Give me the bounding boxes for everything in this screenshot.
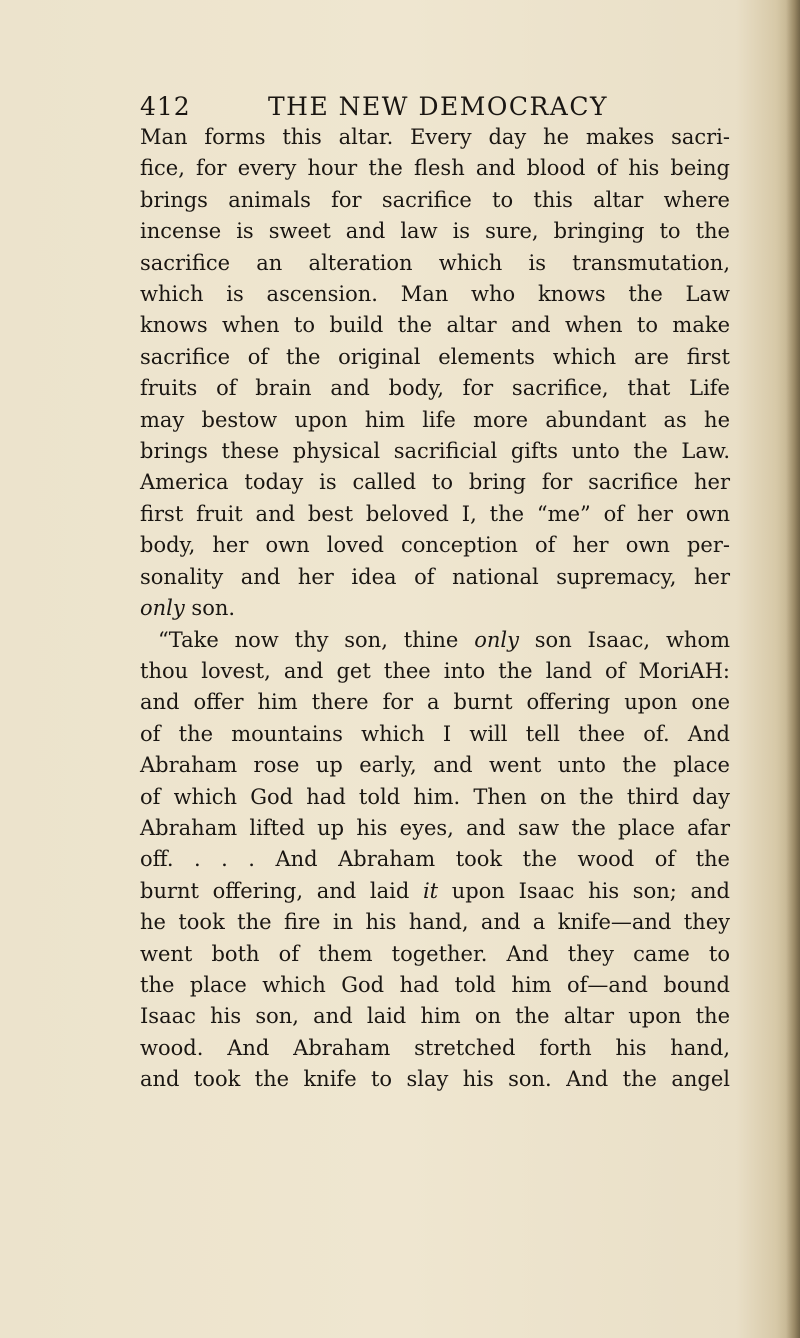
- text-line: fruits of brain and body, for sacrifice, that Life: [140, 376, 730, 401]
- text-line: America today is called to bring for sacrifice her: [140, 470, 730, 495]
- text-line: he took the fire in his hand, and a knife—and they: [140, 910, 730, 935]
- text-span: upon Isaac his son; and: [438, 878, 730, 903]
- text-line: and offer him there for a burnt offering upon one: [140, 690, 730, 715]
- text-span: son.: [184, 596, 236, 621]
- text-span: “Take now thy son, thine: [158, 627, 475, 652]
- italic-word: it: [422, 878, 439, 903]
- text-line: Man forms this altar. Every day he makes sacri-: [140, 125, 730, 149]
- text-line: brings animals for sacrifice to this altar where: [140, 187, 730, 212]
- running-head: THE NEW DEMOCRACY: [268, 92, 608, 121]
- text-line: body, her own loved conception of her own per-: [140, 533, 730, 558]
- text-line: went both of them together. And they came to: [140, 941, 730, 966]
- text-line: fice, for every hour the flesh and blood of his being: [140, 156, 730, 181]
- text-line: sacrifice of the original elements which are first: [140, 344, 730, 369]
- text-line: of which God had told him. Then on the third day: [140, 784, 730, 809]
- text-line: wood. And Abraham stretched forth his hand,: [140, 1035, 730, 1060]
- text-line: the place which God had told him of—and bound: [140, 972, 730, 997]
- text-line: knows when to build the altar and when to make: [140, 313, 730, 338]
- text-line: [140, 593, 730, 624]
- text-span: burnt offering, and laid: [140, 878, 423, 903]
- text-line: off. . . . And Abraham took the wood of the: [140, 847, 730, 872]
- italic-word: only: [474, 627, 519, 652]
- text-line: [140, 625, 730, 656]
- text-line: first fruit and best beloved I, the “me” of her own: [140, 501, 730, 526]
- text-line: of the mountains which I will tell thee of. And: [140, 721, 730, 746]
- text-line: Abraham lifted up his eyes, and saw the place afar: [140, 815, 730, 840]
- italic-word: only: [140, 596, 185, 621]
- text-line: sacrifice an alteration which is transmutation,: [140, 250, 730, 275]
- text-line: Isaac his son, and laid him on the altar upon the: [140, 1004, 730, 1029]
- page-edge-shadow: [786, 0, 800, 1338]
- text-line: sonality and her idea of national supremacy, her: [140, 564, 730, 589]
- text-line: Abraham rose up early, and went unto the place: [140, 753, 730, 778]
- text-line: may bestow upon him life more abundant as he: [140, 407, 730, 432]
- text-line: and took the knife to slay his son. And the angel: [140, 1067, 730, 1092]
- text-line: thou lovest, and get thee into the land of MoriAH:: [140, 658, 730, 683]
- text-line: which is ascension. Man who knows the Law: [140, 282, 730, 307]
- text-line: incense is sweet and law is sure, bringing to the: [140, 219, 730, 244]
- body-text: [140, 122, 730, 1096]
- text-span: son Isaac, whom: [518, 627, 730, 652]
- page-number: 412: [140, 92, 191, 121]
- text-line: brings these physical sacrificial gifts unto the Law.: [140, 439, 730, 464]
- text-line: [140, 876, 730, 907]
